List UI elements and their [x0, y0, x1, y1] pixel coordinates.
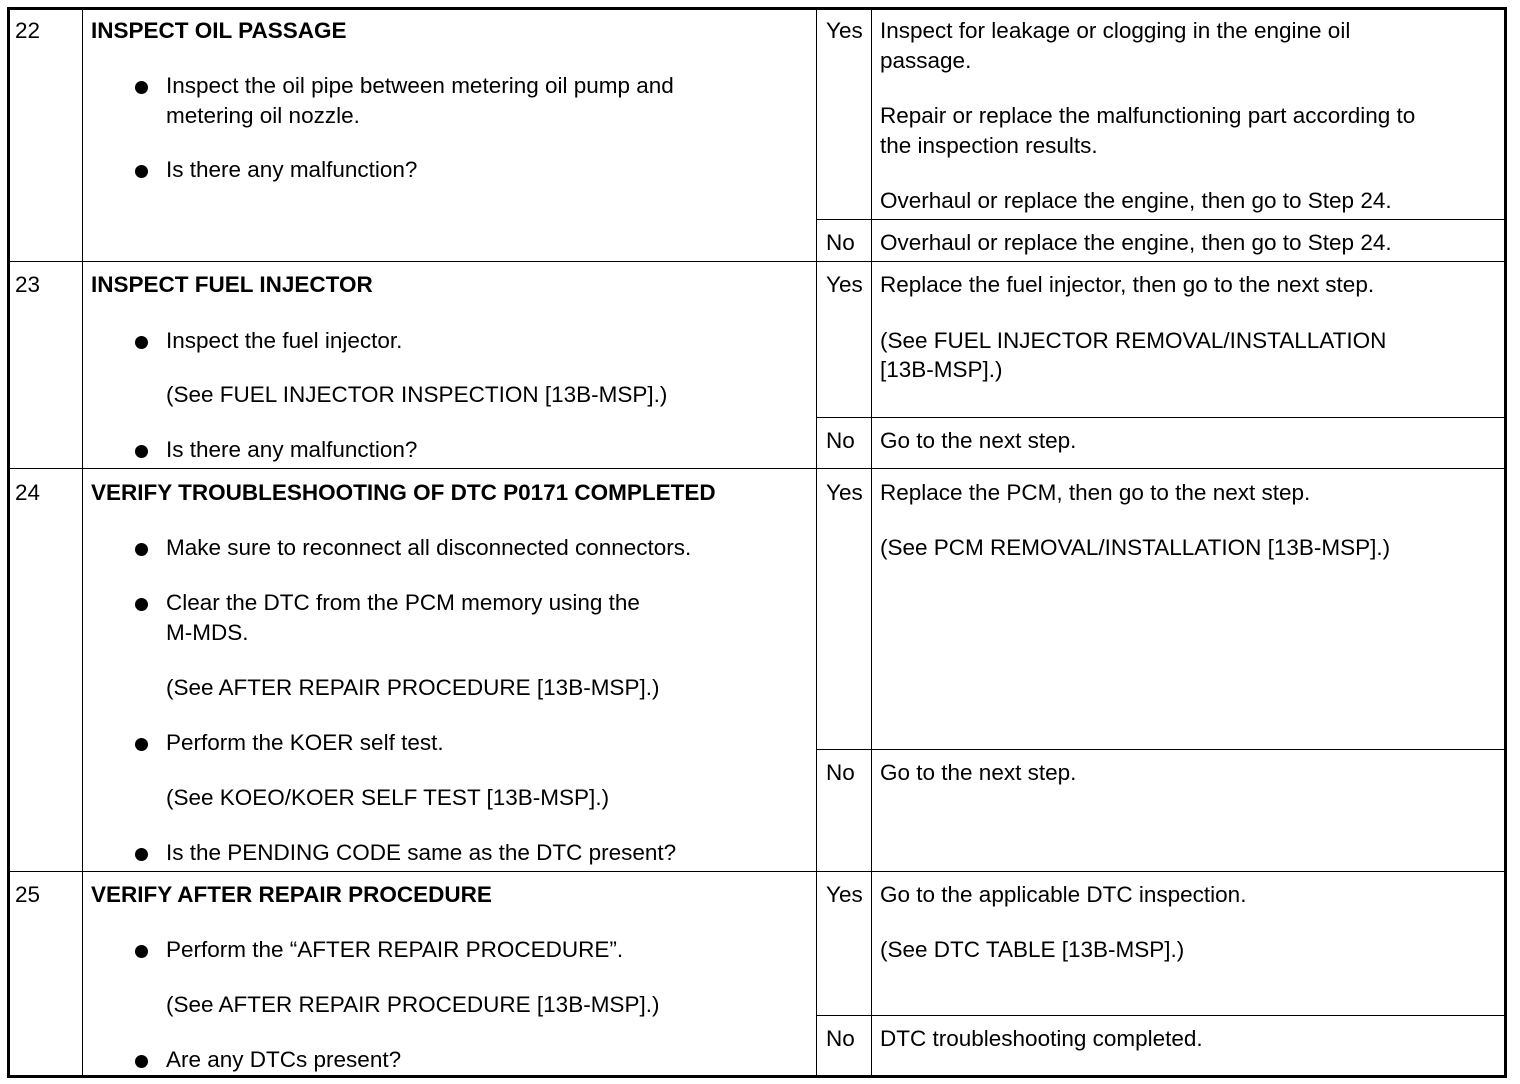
- yes-no-divider: [816, 749, 1504, 750]
- step-item: M-MDS.: [166, 620, 249, 645]
- troubleshooting-table: [7, 7, 1507, 1078]
- step-reference: (See KOEO/KOER SELF TEST [13B-MSP].): [166, 785, 610, 810]
- step-reference: (See AFTER REPAIR PROCEDURE [13B-MSP].): [166, 992, 660, 1017]
- yes-label: Yes: [826, 480, 863, 505]
- column-divider-yes-no: [816, 10, 817, 1075]
- no-action-text: Go to the next step.: [880, 760, 1077, 785]
- yes-action-text: Inspect for leakage or clogging in the engine oil: [880, 18, 1351, 43]
- step-item: Inspect the fuel injector.: [166, 328, 403, 353]
- bullet-icon: [135, 543, 148, 556]
- bullet-icon: [135, 945, 148, 958]
- step-item: Is the PENDING CODE same as the DTC present?: [166, 840, 677, 865]
- step-item: Perform the KOER self test.: [166, 730, 444, 755]
- step-item: Is there any malfunction?: [166, 157, 418, 182]
- yes-action-text: [13B-MSP].): [880, 357, 1003, 382]
- yes-no-divider: [816, 219, 1504, 220]
- step-number: 24: [15, 480, 41, 505]
- step-item: Is there any malfunction?: [166, 437, 418, 462]
- yes-action-text: (See DTC TABLE [13B-MSP].): [880, 937, 1185, 962]
- bullet-icon: [135, 848, 148, 861]
- no-action-text: DTC troubleshooting completed.: [880, 1026, 1203, 1051]
- step-item: Perform the “AFTER REPAIR PROCEDURE”.: [166, 937, 624, 962]
- yes-action-text: Replace the PCM, then go to the next step.: [880, 480, 1311, 505]
- step-item: Are any DTCs present?: [166, 1047, 402, 1072]
- bullet-icon: [135, 336, 148, 349]
- yes-label: Yes: [826, 272, 863, 297]
- step-reference: (See AFTER REPAIR PROCEDURE [13B-MSP].): [166, 675, 660, 700]
- step-number: 25: [15, 882, 41, 907]
- bullet-icon: [135, 165, 148, 178]
- step-title: VERIFY TROUBLESHOOTING OF DTC P0171 COMPLETED: [91, 480, 716, 505]
- yes-action-text: the inspection results.: [880, 133, 1098, 158]
- yes-action-text: passage.: [880, 48, 972, 73]
- yes-action-text: (See PCM REMOVAL/INSTALLATION [13B-MSP].): [880, 535, 1391, 560]
- yes-action-text: Repair or replace the malfunctioning part according to: [880, 103, 1416, 128]
- no-label: No: [826, 230, 855, 255]
- no-label: No: [826, 760, 855, 785]
- yes-label: Yes: [826, 882, 863, 907]
- step-item: Inspect the oil pipe between metering oil pump and: [166, 73, 674, 98]
- bullet-icon: [135, 1055, 148, 1068]
- step-title: INSPECT FUEL INJECTOR: [91, 272, 373, 297]
- yes-action-text: Overhaul or replace the engine, then go to Step 24.: [880, 188, 1392, 213]
- row-divider: [10, 871, 1504, 872]
- no-action-text: Go to the next step.: [880, 428, 1077, 453]
- step-reference: (See FUEL INJECTOR INSPECTION [13B-MSP].): [166, 382, 668, 407]
- step-number: 22: [15, 18, 41, 43]
- yes-action-text: (See FUEL INJECTOR REMOVAL/INSTALLATION: [880, 328, 1387, 353]
- yes-label: Yes: [826, 18, 863, 43]
- step-number: 23: [15, 272, 41, 297]
- step-item: Make sure to reconnect all disconnected connectors.: [166, 535, 692, 560]
- yes-action-text: Go to the applicable DTC inspection.: [880, 882, 1247, 907]
- column-divider-action: [871, 10, 872, 1075]
- row-divider: [10, 468, 1504, 469]
- no-label: No: [826, 1026, 855, 1051]
- bullet-icon: [135, 445, 148, 458]
- step-item: Clear the DTC from the PCM memory using the: [166, 590, 640, 615]
- yes-no-divider: [816, 417, 1504, 418]
- bullet-icon: [135, 598, 148, 611]
- column-divider-step: [82, 10, 83, 1075]
- row-divider: [10, 261, 1504, 262]
- no-label: No: [826, 428, 855, 453]
- no-action-text: Overhaul or replace the engine, then go to Step 24.: [880, 230, 1392, 255]
- bullet-icon: [135, 81, 148, 94]
- step-title: INSPECT OIL PASSAGE: [91, 18, 347, 43]
- bullet-icon: [135, 738, 148, 751]
- yes-action-text: Replace the fuel injector, then go to the next step.: [880, 272, 1375, 297]
- yes-no-divider: [816, 1015, 1504, 1016]
- step-item: metering oil nozzle.: [166, 103, 360, 128]
- step-title: VERIFY AFTER REPAIR PROCEDURE: [91, 882, 492, 907]
